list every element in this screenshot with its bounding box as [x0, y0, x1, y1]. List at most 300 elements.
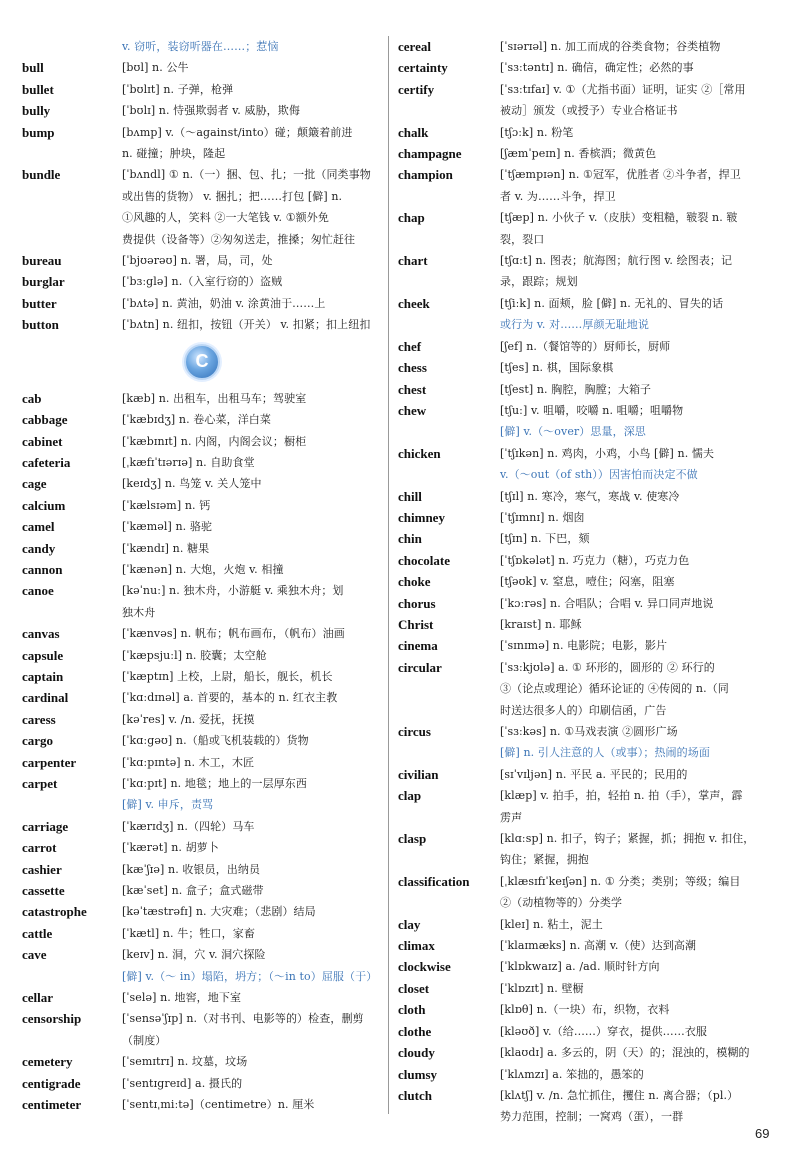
definition-block — [122, 837, 382, 858]
definition-block — [500, 828, 784, 871]
definition-block — [122, 431, 382, 452]
dictionary-entry — [398, 293, 784, 336]
headword: cab — [22, 390, 42, 406]
headword: cannon — [22, 561, 63, 577]
definition-line: [ʃæmˈpeɪn] n. 香槟酒；微黄色 — [500, 147, 657, 161]
dictionary-entry — [22, 645, 382, 666]
definition-line: [klaʊdɪ] a. 多云的，阴（天）的；混浊的，模糊的 — [500, 1046, 750, 1060]
dictionary-entry — [22, 752, 382, 773]
definition-block — [500, 871, 784, 914]
definition-block — [122, 580, 382, 623]
headword: cloudy — [398, 1045, 435, 1061]
definition-line: [僻] n. 引人注意的人（或事）；热闹的场面 — [500, 746, 710, 760]
definition-line: n. 碰撞；肿块，隆起 — [122, 147, 226, 161]
dictionary-entry — [22, 859, 382, 880]
headword: centimeter — [22, 1097, 82, 1113]
headword: choke — [398, 574, 431, 590]
dictionary-entry — [398, 871, 784, 914]
definition-block — [122, 944, 382, 965]
dictionary-entry — [398, 79, 784, 122]
definition-line: [ˈkælsɪəm] n. 钙 — [122, 498, 211, 512]
headword: cardinal — [22, 690, 69, 706]
dictionary-entry — [398, 507, 784, 528]
definition-line: [ˌklæsɪfɪˈkeɪʃən] n. ① 分类；类别；等级；编目 — [500, 874, 741, 888]
dictionary-entry — [22, 966, 382, 987]
definition-line: [klæp] v. 拍手，拍，轻拍 n. 拍（手），掌声，霹 — [500, 789, 743, 803]
definition-line: [tʃɑːt] n. 图表；航海图；航行图 v. 绘图表；记 — [500, 254, 733, 268]
headword: certify — [398, 81, 435, 97]
definition-line: 独木舟 — [122, 605, 156, 619]
definition-line: 者 v. 为……斗争，捍卫 — [500, 189, 616, 203]
definition-block — [122, 409, 382, 430]
headword: clutch — [398, 1087, 432, 1103]
headword: bundle — [22, 167, 61, 183]
definition-line: [keɪv] n. 洞，穴 v. 洞穴探险 — [122, 948, 266, 962]
definition-block — [500, 1042, 784, 1063]
headword: cashier — [22, 861, 62, 877]
dictionary-entry — [22, 666, 382, 687]
headword: clothe — [398, 1023, 432, 1039]
definition-line: [ˈsɜːtɪfaɪ] v. ①（尤指书面）证明，证实 ②［常用 — [500, 82, 746, 96]
definition-block — [500, 143, 784, 164]
definition-line: [ʃef] n.（餐馆等的）厨师长，厨师 — [500, 339, 671, 353]
definition-block — [500, 293, 784, 336]
definition-line: 时送达很多人的）印刷信函，广告 — [500, 703, 667, 717]
definition-line: [ˈkænvəs] n. 帆布；帆布画布，（帆布）油画 — [122, 627, 345, 641]
headword: catastrophe — [22, 904, 87, 920]
headword: civilian — [398, 766, 439, 782]
dictionary-entry — [398, 443, 784, 486]
headword: cellar — [22, 990, 54, 1006]
definition-block — [122, 880, 382, 901]
right-column — [398, 36, 784, 1128]
definition-line: [ˈklaɪmæks] n. 高潮 v.（使）达到高潮 — [500, 939, 697, 953]
headword: carriage — [22, 818, 69, 834]
headword: closet — [398, 980, 430, 996]
headword: chew — [398, 402, 427, 418]
definition-line: ②（动植物等的）分类学 — [500, 896, 623, 910]
definition-block — [500, 914, 784, 935]
definition-line: [ˈsɜːkjʊlə] a. ① 环形的，圆形的 ② 环行的 — [500, 660, 715, 674]
definition-line: [tʃiːk] n. 面颊，脸 [僻] n. 无礼的、冒失的话 — [500, 296, 724, 310]
dictionary-entry — [22, 1094, 382, 1115]
dictionary-entry — [398, 657, 784, 721]
definition-line: [ˈbʌtn] n. 纽扣，按钮（开关） v. 扣紧；扣上纽扣 — [122, 318, 371, 332]
headword: chicken — [398, 445, 441, 461]
headword: bully — [22, 103, 51, 119]
dictionary-entry — [398, 935, 784, 956]
headword: clasp — [398, 831, 427, 847]
definition-line: [tʃes] n. 棋，国际象棋 — [500, 361, 614, 375]
definition-line: 势力范围，控制；一窝鸡（蛋），一群 — [500, 1110, 684, 1124]
definition-line: [ˈklɒkwaɪz] a. /ad. 顺时针方向 — [500, 960, 660, 974]
definition-block — [500, 57, 784, 78]
dictionary-entry — [22, 452, 382, 473]
dictionary-entry — [398, 421, 784, 442]
headword: carrot — [22, 840, 57, 856]
headword: censorship — [22, 1011, 82, 1027]
definition-block — [500, 528, 784, 549]
definition-block — [500, 1021, 784, 1042]
definition-block — [122, 1094, 382, 1115]
headword: canvas — [22, 626, 60, 642]
dictionary-entry — [398, 956, 784, 977]
headword: bull — [22, 60, 44, 76]
headword: champagne — [398, 146, 462, 162]
headword: camel — [22, 519, 55, 535]
dictionary-entry — [398, 57, 784, 78]
definition-block — [500, 635, 784, 656]
headword: chill — [398, 488, 422, 504]
dictionary-entry — [398, 250, 784, 293]
dictionary-entry — [398, 143, 784, 164]
definition-block — [500, 1085, 784, 1128]
definition-line: [ˈkændɪ] n. 糖果 — [122, 541, 210, 555]
definition-block — [500, 357, 784, 378]
definition-block — [500, 614, 784, 635]
definition-block — [122, 388, 382, 409]
dictionary-entry — [22, 623, 382, 644]
definition-block — [122, 57, 382, 78]
definition-block — [122, 730, 382, 751]
definition-line: [ˈkæptɪn] 上校，上尉，船长，舰长，机长 — [122, 669, 333, 683]
definition-block — [122, 794, 382, 815]
definition-block — [500, 764, 784, 785]
headword: bullet — [22, 81, 54, 97]
definition-line: [kleɪ] n. 粘土，泥土 — [500, 917, 603, 931]
definition-line: [kraɪst] n. 耶稣 — [500, 617, 582, 631]
definition-line: [ˈbɜːglə] n.（入室行窃的）盗贼 — [122, 275, 283, 289]
definition-line: [kəˈres] v. /n. 爱抚，抚摸 — [122, 712, 255, 726]
dictionary-entry — [22, 122, 382, 165]
headword: centigrade — [22, 1075, 81, 1091]
definition-line: [kləʊð] v.（给……）穿衣，提供……衣服 — [500, 1024, 708, 1038]
definition-line: [ˈsɜːtəntɪ] n. 确信，确定性；必然的事 — [500, 61, 694, 75]
definition-block — [122, 250, 382, 271]
definition-block — [122, 752, 382, 773]
dictionary-entry — [22, 431, 382, 452]
dictionary-entry — [398, 999, 784, 1020]
definition-block — [122, 452, 382, 473]
dictionary-entry — [398, 614, 784, 635]
definition-line: [klɒθ] n.（一块）布，织物，衣料 — [500, 1003, 670, 1017]
definition-line: 雳声 — [500, 810, 523, 824]
definition-line: [tʃəʊk] v. 窒息，噎住；闷塞，阻塞 — [500, 575, 675, 589]
definition-block — [500, 721, 784, 764]
definition-line: [kæb] n. 出租车，出租马车；驾驶室 — [122, 391, 307, 405]
headword: champion — [398, 167, 453, 183]
dictionary-entry — [22, 538, 382, 559]
definition-line: [sɪˈvɪljən] n. 平民 a. 平民的；民用的 — [500, 767, 688, 781]
definition-block — [500, 935, 784, 956]
definition-line: [ˈtʃɪmnɪ] n. 烟囱 — [500, 510, 585, 524]
definition-block — [500, 593, 784, 614]
definition-block — [500, 1064, 784, 1085]
dictionary-entry — [22, 580, 382, 623]
definition-line: [ˈtʃɪkən] n. 鸡肉，小鸡，小鸟 [僻] n. 懦夫 — [500, 446, 715, 460]
definition-line: [ˈbʊlɪ] n. 恃强欺弱者 v. 威胁，欺侮 — [122, 104, 300, 118]
dictionary-entry — [398, 635, 784, 656]
dictionary-entry — [22, 164, 382, 250]
definition-block — [500, 164, 784, 207]
dictionary-entry — [398, 721, 784, 764]
headword: chin — [398, 531, 422, 547]
dictionary-entry — [22, 250, 382, 271]
column-divider — [388, 36, 389, 1114]
definition-block — [122, 100, 382, 121]
dictionary-entry — [22, 773, 382, 794]
dictionary-entry — [398, 122, 784, 143]
headword: chess — [398, 360, 427, 376]
definition-line: 或行为 v. 对……厚颜无耻地说 — [500, 318, 649, 332]
definition-line: [ˈsensəˈʃɪp] n.（对书刊、电影等的）检查，删剪 — [122, 1012, 364, 1026]
definition-block — [122, 164, 382, 250]
definition-block — [500, 550, 784, 571]
headword: Christ — [398, 616, 434, 632]
dictionary-entry — [22, 1008, 382, 1051]
definition-line: [ˈkærət] n. 胡萝卜 — [122, 841, 219, 855]
definition-line: [僻] v. 申斥，责骂 — [122, 798, 214, 812]
headword: carpenter — [22, 754, 77, 770]
definition-line: v.（～out（of sth））因害怕而决定不做 — [500, 468, 698, 482]
definition-block — [122, 923, 382, 944]
definition-line: [ˈkɑːdɪnəl] a. 首要的，基本的 n. 红衣主教 — [122, 691, 338, 705]
definition-block — [500, 122, 784, 143]
dictionary-entry — [22, 709, 382, 730]
dictionary-entry — [22, 271, 382, 292]
definition-block — [122, 122, 382, 165]
definition-line: [ˈkænən] n. 大炮，火炮 v. 相撞 — [122, 562, 284, 576]
definition-line: [ˈsɪərɪəl] n. 加工而成的谷类食物；谷类植物 — [500, 40, 721, 53]
definition-line: [tʃɪn] n. 下巴，颏 — [500, 532, 590, 546]
definition-line: [ˈsentɪˌmiːtə]（centimetre）n. 厘米 — [122, 1098, 315, 1112]
definition-line: [ˈbʌtə] n. 黄油，奶油 v. 涂黄油于……上 — [122, 296, 326, 310]
definition-block — [500, 336, 784, 357]
definition-block — [500, 250, 784, 293]
dictionary-entry — [22, 409, 382, 430]
headword: chap — [398, 210, 425, 226]
dictionary-entry — [22, 559, 382, 580]
definition-line: [ˈbjʊərəʊ] n. 署，局，司，处 — [122, 254, 273, 268]
definition-line: [ˈbʌndl] ① n.（一）捆、包、扎；一批（同类事物 — [122, 168, 371, 182]
definition-block — [500, 421, 784, 442]
headword: certainty — [398, 60, 448, 76]
definition-block — [500, 956, 784, 977]
dictionary-entry — [22, 516, 382, 537]
dictionary-entry — [398, 593, 784, 614]
definition-line: [ˈkɔːrəs] n. 合唱队；合唱 v. 异口同声地说 — [500, 596, 714, 610]
definition-line: [僻] v.（～ in）塌陷，坍方；（～in to）屈服（于） — [122, 969, 378, 983]
definition-block — [500, 507, 784, 528]
dictionary-entry — [22, 794, 382, 815]
definition-block — [122, 1008, 382, 1051]
headword: cattle — [22, 925, 53, 941]
dictionary-entry — [398, 357, 784, 378]
definition-line: 或出售的货物） v. 捆扎；把……打包 [僻] n. — [122, 189, 343, 203]
definition-block — [122, 1073, 382, 1094]
dictionary-entry — [22, 495, 382, 516]
definition-block — [122, 1051, 382, 1072]
definition-line: [ˈselə] n. 地窖，地下室 — [122, 991, 242, 1005]
dictionary-entry — [398, 400, 784, 421]
headword: cassette — [22, 883, 65, 899]
definition-line: [ˈklʌmzɪ] a. 笨拙的，愚笨的 — [500, 1067, 644, 1081]
headword: cemetery — [22, 1054, 73, 1070]
definition-line: ①风趣的人，笑料 ②一大笔钱 v. ①额外免 — [122, 211, 329, 225]
headword: chest — [398, 381, 427, 397]
headword: chocolate — [398, 552, 450, 568]
definition-line: [ˈtʃæmpɪən] n. ①冠军，优胜者 ②斗争者，捍卫 — [500, 168, 741, 182]
headword: capsule — [22, 647, 64, 663]
headword: cheek — [398, 295, 430, 311]
definition-block — [500, 400, 784, 421]
headword: clay — [398, 916, 421, 932]
definition-line: [ˈsɜːkəs] n. ①马戏表演 ②圆形广场 — [500, 725, 678, 738]
definition-line: [keɪdʒ] n. 鸟笼 v. 关人笼中 — [122, 477, 262, 491]
headword: cage — [22, 476, 47, 492]
dictionary-entry — [398, 528, 784, 549]
definition-line: [ˈsɪnɪmə] n. 电影院；电影，影片 — [500, 639, 668, 653]
definition-line: [ˈbʊlɪt] n. 子弹，枪弹 — [122, 82, 234, 96]
dictionary-entry — [22, 293, 382, 314]
definition-line: [ˈsemɪtrɪ] n. 坟墓，坟场 — [122, 1055, 248, 1069]
headword: cloth — [398, 1002, 426, 1018]
definition-line: [klɑːsp] n. 扣子，钩子；紧握，抓；拥抱 v. 扣住， — [500, 832, 755, 846]
headword: clap — [398, 788, 422, 804]
headword: cinema — [398, 638, 438, 654]
definition-line: ③（论点或理论）循环论证的 ④传阅的 n.（同 — [500, 682, 729, 696]
definition-line: [ˈkærɪdʒ] n.（四轮）马车 — [122, 819, 255, 833]
headword: candy — [22, 540, 56, 556]
definition-line: [ˈkæbɪnɪt] n. 内阁，内阁会议；橱柜 — [122, 434, 307, 448]
dictionary-entry — [398, 1064, 784, 1085]
dictionary-entry — [398, 1085, 784, 1128]
headword: cargo — [22, 733, 54, 749]
definition-block — [500, 999, 784, 1020]
dictionary-entry — [22, 923, 382, 944]
definition-block — [122, 473, 382, 494]
dictionary-entry — [22, 730, 382, 751]
definition-line: [ˈkɑːgəʊ] n.（船或飞机装载的）货物 — [122, 734, 309, 748]
definition-block — [122, 538, 382, 559]
headword: chart — [398, 253, 428, 269]
definition-block — [500, 978, 784, 999]
dictionary-entry — [398, 164, 784, 207]
definition-line: [kæˈset] n. 盒子；盒式磁带 — [122, 884, 264, 898]
definition-line: [ˈtʃɒkələt] n. 巧克力（糖），巧克力色 — [500, 553, 690, 567]
headword: cereal — [398, 39, 431, 54]
definition-line: 录，跟踪；规划 — [500, 275, 578, 289]
headword: bump — [22, 124, 55, 140]
definition-block — [500, 785, 784, 828]
definition-line: [bʊl] n. 公牛 — [122, 61, 189, 75]
definition-block — [500, 443, 784, 486]
dictionary-entry — [398, 828, 784, 871]
definition-block — [122, 901, 382, 922]
dictionary-entry — [22, 816, 382, 837]
dictionary-entry — [398, 550, 784, 571]
definition-block — [122, 987, 382, 1008]
dictionary-entry — [398, 978, 784, 999]
dictionary-entry — [22, 1073, 382, 1094]
definition-line: [ˌkæfɪˈtɪərɪə] n. 自助食堂 — [122, 455, 255, 469]
headword: circus — [398, 724, 431, 739]
headword: climax — [398, 938, 435, 954]
definition-block — [122, 516, 382, 537]
definition-block — [122, 293, 382, 314]
definition-line: [kəˈtæstrəfɪ] n. 大灾难；（悲剧）结局 — [122, 905, 316, 919]
definition-block — [500, 79, 784, 122]
dictionary-entry — [22, 473, 382, 494]
dictionary-entry — [398, 764, 784, 785]
dictionary-entry — [398, 785, 784, 828]
definition-line: 被动］颁发（或授予）专业合格证书 — [500, 104, 678, 118]
definition-block — [122, 495, 382, 516]
definition-block — [122, 816, 382, 837]
headword: captain — [22, 668, 64, 684]
headword: chimney — [398, 509, 445, 525]
headword: clockwise — [398, 959, 451, 975]
headword: carpet — [22, 776, 58, 791]
dictionary-entry — [22, 901, 382, 922]
dictionary-entry — [22, 314, 382, 335]
definition-line: [ˈkɑːpɪt] n. 地毯；地上的一层厚东西 — [122, 777, 307, 790]
dictionary-entry — [398, 1021, 784, 1042]
dictionary-entry — [398, 571, 784, 592]
dictionary-entry — [398, 379, 784, 400]
dictionary-entry — [398, 1042, 784, 1063]
dictionary-entry — [22, 987, 382, 1008]
headword: cave — [22, 947, 47, 963]
definition-block — [122, 773, 382, 794]
section-letter-icon: C — [184, 344, 220, 380]
headword: chorus — [398, 595, 436, 611]
headword: calcium — [22, 497, 66, 513]
definition-line: 费提供（设备等）②匆匆送走，推搡；匆忙赶往 — [122, 232, 356, 246]
headword: caress — [22, 711, 56, 727]
headword: circular — [398, 659, 442, 675]
headword: cafeteria — [22, 454, 71, 470]
definition-block — [500, 571, 784, 592]
definition-block — [500, 379, 784, 400]
left-column — [22, 36, 382, 1116]
definition-line: [kæˈʃɪə] n. 收银员，出纳员 — [122, 862, 261, 876]
definition-line: [kəˈnuː] n. 独木舟，小游艇 v. 乘独木舟；划 — [122, 584, 344, 598]
headword: classification — [398, 873, 470, 889]
definition-block — [122, 79, 382, 100]
definition-block — [500, 207, 784, 250]
definition-line: [ˈkæbɪdʒ] n. 卷心菜，洋白菜 — [122, 413, 271, 427]
dictionary-entry — [22, 388, 382, 409]
headword: chalk — [398, 124, 429, 140]
headword: canoe — [22, 583, 54, 599]
definition-line: [tʃɪl] n. 寒冷，寒气，寒战 v. 使寒冷 — [500, 489, 680, 503]
definition-block — [122, 559, 382, 580]
definition-block — [122, 666, 382, 687]
definition-line: （制度） — [122, 1033, 167, 1047]
headword: cabbage — [22, 412, 68, 428]
dictionary-entry — [398, 336, 784, 357]
definition-line: [bʌmp] v.（～against/into）碰；颠簸着前进 — [122, 125, 353, 139]
definition-block — [122, 859, 382, 880]
definition-block — [122, 623, 382, 644]
definition-block — [122, 271, 382, 292]
definition-line: [ˈklɒzɪt] n. 壁橱 — [500, 981, 584, 995]
definition-block — [500, 486, 784, 507]
dictionary-entry — [22, 944, 382, 965]
dictionary-entry — [398, 486, 784, 507]
dictionary-entry — [398, 36, 784, 57]
